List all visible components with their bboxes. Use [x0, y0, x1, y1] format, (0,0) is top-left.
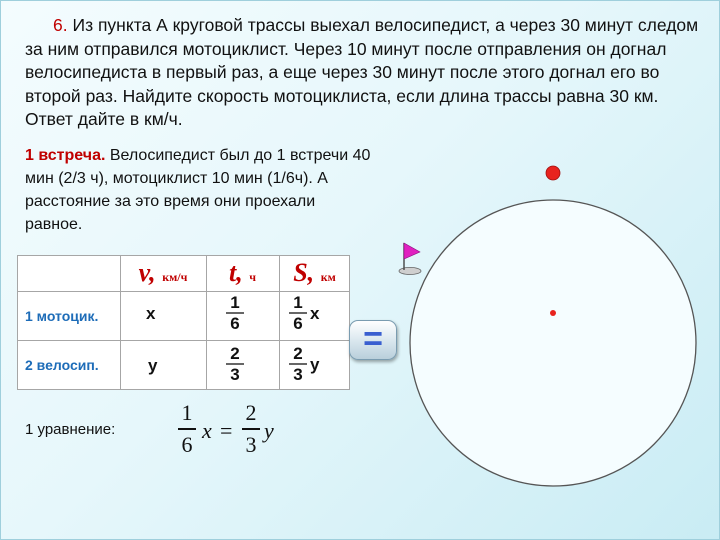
- fraction-numerator: 2: [245, 400, 257, 425]
- row-label-motorcyclist: 1 мотоцик.: [25, 307, 99, 324]
- motorcyclist-velocity: x: [146, 304, 156, 323]
- row-label-cyclist: 2 велосип.: [25, 356, 99, 373]
- motion-table: [17, 255, 350, 390]
- fraction-numerator: 1: [181, 400, 193, 425]
- table-grid-lines: [17, 255, 350, 390]
- problem-statement: [25, 14, 705, 132]
- fraction-denominator: 6: [181, 431, 193, 457]
- equals-sign: =: [220, 418, 233, 443]
- problem-number: 6.: [53, 15, 68, 35]
- cyclist-distance-variable: y: [310, 355, 320, 374]
- fraction-bar: [178, 428, 196, 430]
- fraction-numerator: 2: [230, 344, 240, 363]
- rhs-fraction: [242, 400, 260, 458]
- header-velocity-symbol: v,: [138, 258, 156, 287]
- lhs-variable: x: [202, 418, 212, 443]
- fraction-denominator: 6: [293, 314, 303, 333]
- meeting-lead: 1 встреча.: [25, 147, 106, 164]
- fraction-denominator: 3: [293, 365, 303, 384]
- equals-button[interactable]: =: [349, 320, 397, 360]
- fraction-numerator: 1: [293, 293, 303, 312]
- header-distance-unit: км: [320, 270, 336, 284]
- fraction-numerator: 1: [230, 293, 240, 312]
- header-time-symbol: t,: [228, 258, 243, 287]
- problem-text: Из пункта А круговой трассы выехал велосипедист, а через 30 минут следом за ним отправился мотоциклист. Через 10 минут после отправления он догнал велосипедиста в первый раз, а еще через 30 минут после этого догнал его во второй раз. Найдите скорость мотоциклиста, если длина трассы равна 30 км. Ответ дайте в км/ч.: [25, 15, 699, 129]
- rhs-variable: y: [264, 418, 274, 443]
- cyclist-velocity: y: [148, 356, 158, 375]
- fraction-denominator: 6: [230, 314, 240, 333]
- header-distance-symbol: S,: [293, 258, 315, 287]
- header-velocity-unit: км/ч: [162, 270, 188, 284]
- motorcyclist-distance-variable: x: [310, 304, 320, 323]
- lhs-fraction: [178, 400, 196, 458]
- meeting-text: Велосипедист был до 1 встречи 40 мин (2/3 ч), мотоциклист 10 мин (1/6ч). А расстояние за это время они проехали равное.: [25, 147, 371, 233]
- fraction-denominator: 3: [245, 431, 257, 457]
- fraction-bar: [242, 428, 260, 430]
- equation-label: 1 уравнение:: [25, 421, 116, 438]
- header-time-unit: ч: [249, 270, 256, 284]
- fraction-denominator: 3: [230, 365, 240, 384]
- fraction-numerator: 2: [293, 344, 303, 363]
- meeting-explanation: [25, 144, 375, 236]
